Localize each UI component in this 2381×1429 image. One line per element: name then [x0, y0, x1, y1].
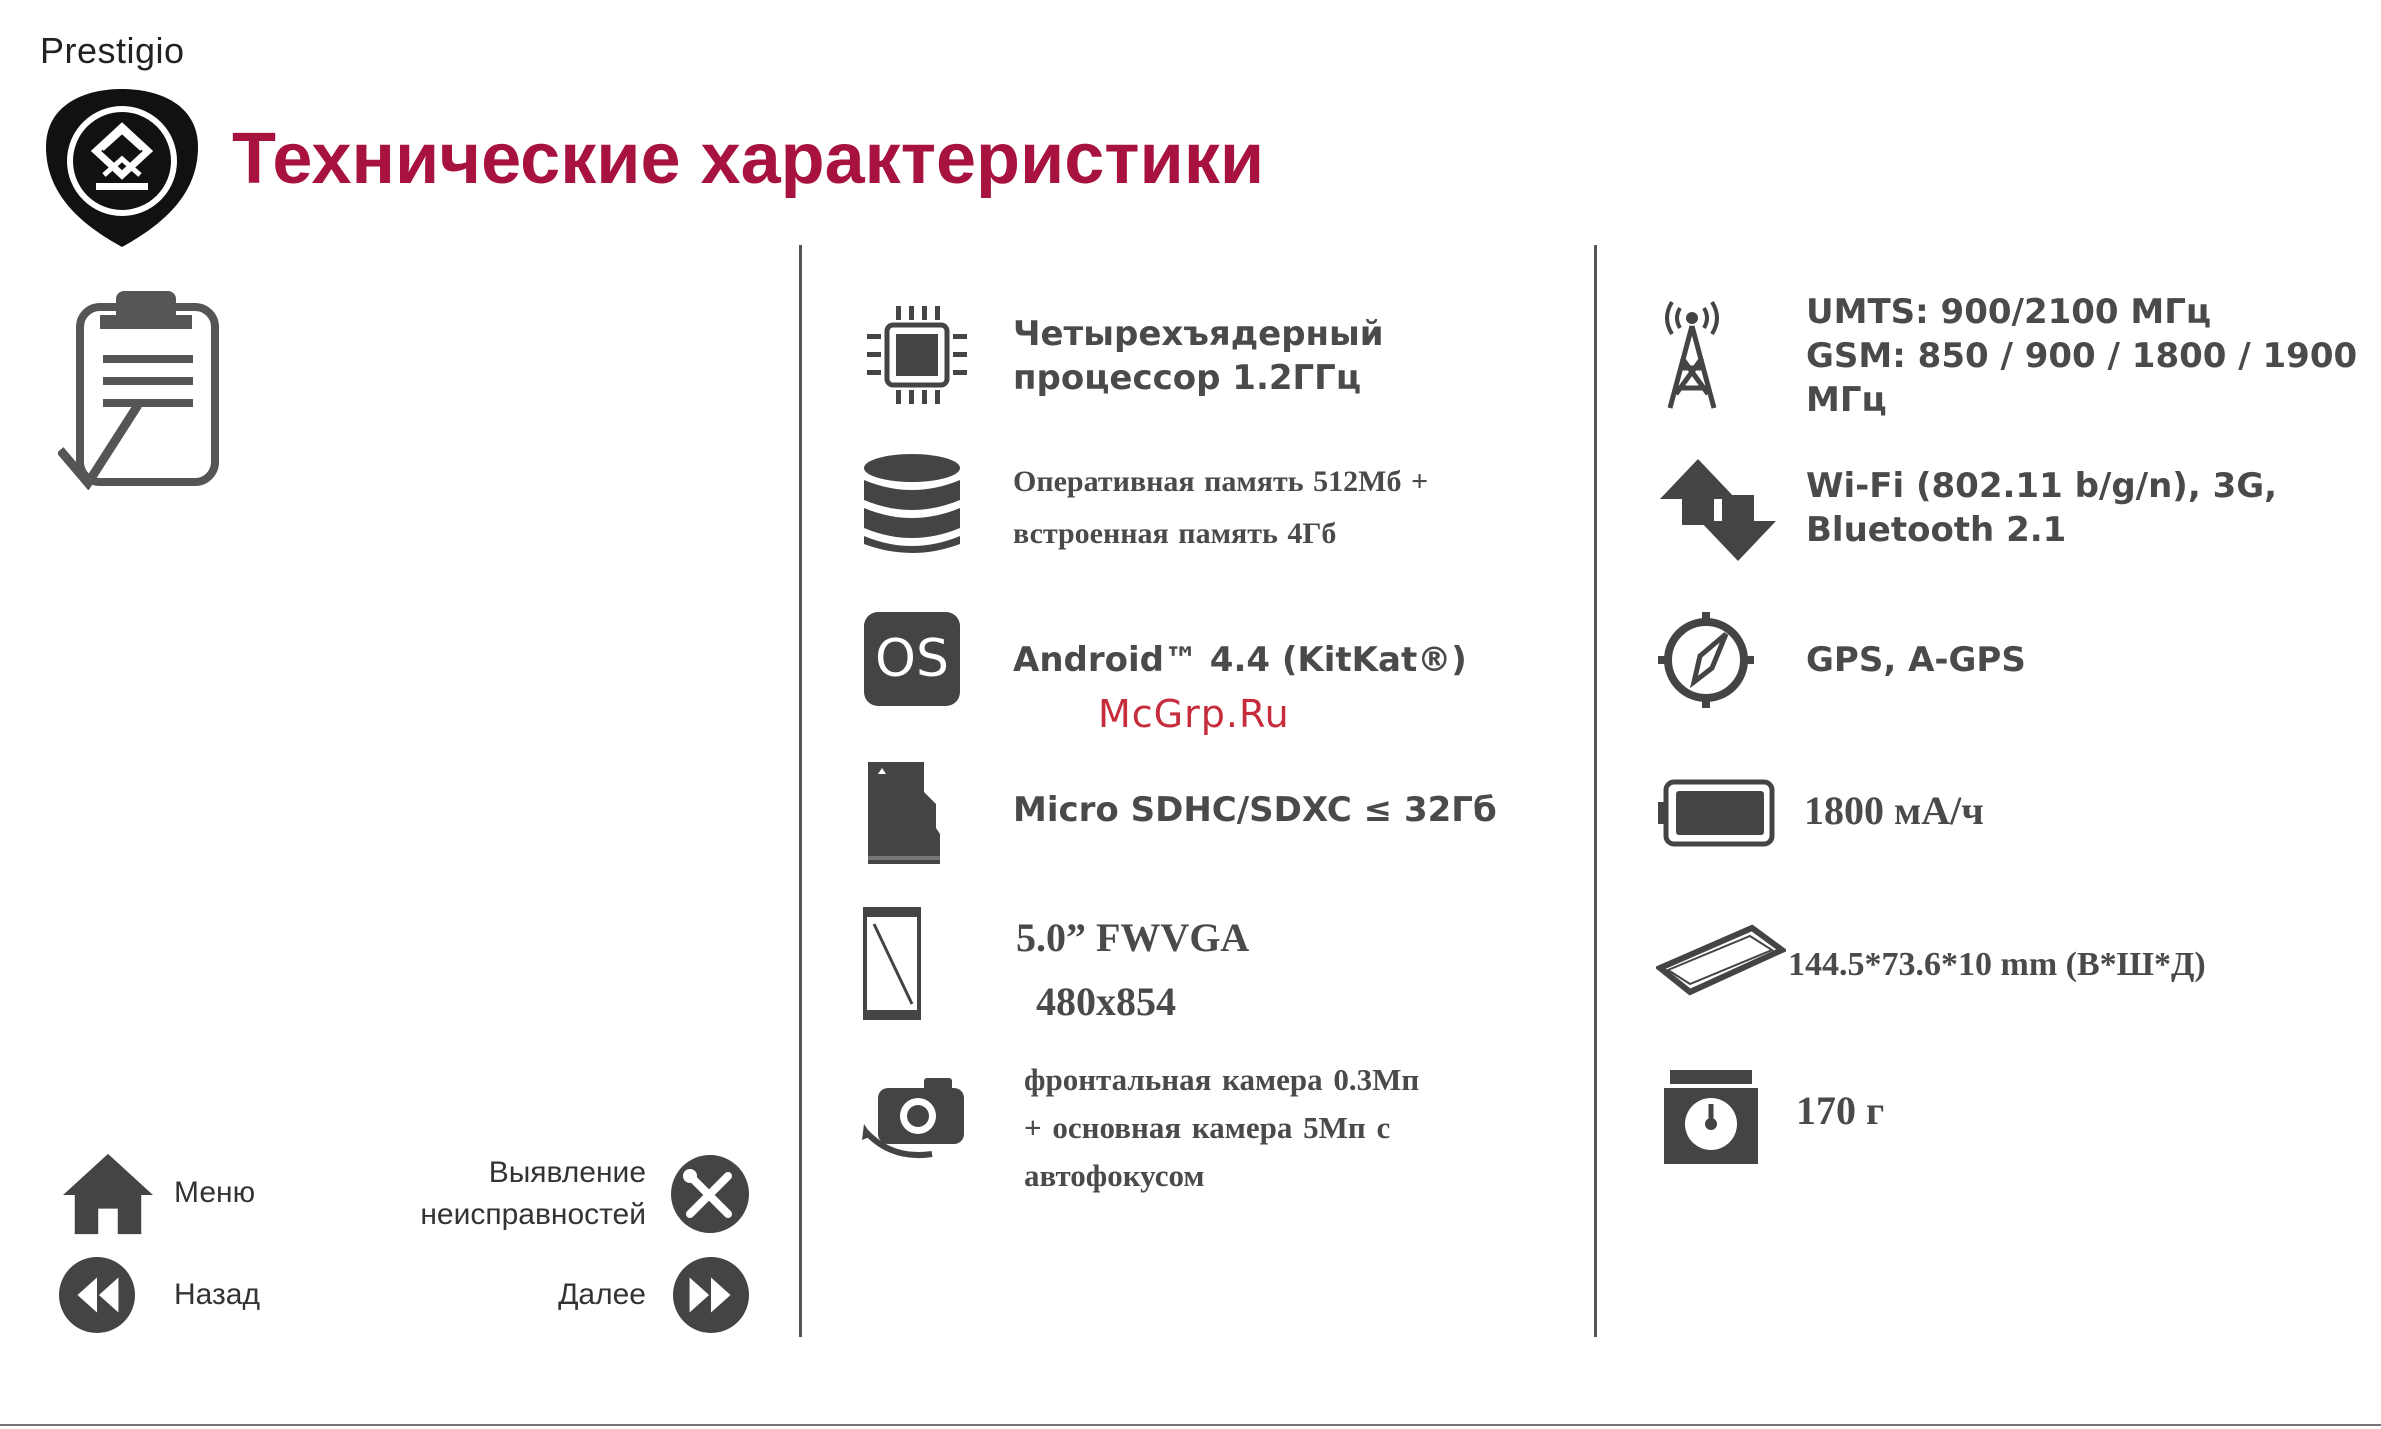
home-icon — [58, 1150, 158, 1238]
watermark: McGrp.Ru — [1098, 692, 1290, 736]
camera-icon — [862, 1070, 982, 1160]
device-dimensions-icon — [1656, 920, 1786, 1000]
os-icon — [864, 612, 960, 706]
clipboard-check-icon — [58, 285, 228, 490]
antenna-icon — [1652, 298, 1732, 413]
os-icon-label: OS — [875, 629, 949, 689]
sync-arrows-icon — [1658, 455, 1778, 565]
nav-next-label: Далее — [558, 1278, 646, 1311]
phone-screen-icon — [862, 906, 922, 1021]
spec-connectivity: Wi-Fi (802.11 b/g/n), 3G, Bluetooth 2.1 — [1806, 466, 2278, 550]
spec-camera: фронтальная камера 0.3Мп + основная камера 5Мп с автофокусом — [1024, 1062, 1420, 1193]
spec-cpu: Четырехъядерный процессор 1.2ГГц — [1013, 314, 1384, 398]
column-divider-right — [1594, 245, 1597, 1337]
sd-card-icon — [864, 758, 944, 868]
spec-battery: 1800 мА/ч — [1804, 788, 1984, 833]
fast-forward-icon — [672, 1256, 750, 1334]
scale-icon — [1656, 1068, 1766, 1168]
spec-weight: 170 г — [1796, 1088, 1885, 1133]
spec-os: Android™ 4.4 (KitKat®) — [1013, 640, 1467, 680]
spec-gps: GPS, A-GPS — [1806, 640, 2026, 680]
nav-menu[interactable] — [58, 1150, 288, 1240]
battery-icon — [1656, 778, 1776, 848]
rewind-icon — [58, 1256, 136, 1334]
nav-menu-label: Меню — [174, 1176, 256, 1209]
prestigio-logo — [40, 85, 205, 250]
spec-dimensions: 144.5*73.6*10 mm (В*Ш*Д) — [1788, 946, 2206, 983]
page-title: Технические характеристики — [232, 119, 1265, 199]
spec-network: UMTS: 900/2100 МГц GSM: 850 / 900 / 1800 / 1900 МГц — [1806, 292, 2358, 420]
nav-troubleshooting-label-1: Выявление — [488, 1156, 646, 1189]
nav-troubleshooting-label-2: неисправностей — [420, 1198, 646, 1231]
cpu-icon — [862, 300, 972, 410]
compass-icon — [1656, 610, 1756, 710]
nav-back[interactable] — [58, 1256, 288, 1340]
spec-memory: Оперативная память 512Мб + встроенная память 4Гб — [1013, 465, 1429, 550]
tools-icon — [670, 1154, 750, 1234]
brand-name: Prestigio — [40, 30, 185, 71]
column-divider-left — [799, 245, 802, 1337]
nav-next[interactable] — [520, 1256, 750, 1340]
bottom-rule — [0, 1424, 2381, 1426]
spec-storage: Micro SDHC/SDXC ≤ 32Гб — [1013, 790, 1497, 830]
database-icon — [860, 450, 970, 560]
nav-back-label: Назад — [174, 1278, 260, 1311]
nav-troubleshooting[interactable] — [420, 1148, 750, 1248]
spec-display: 5.0” FWVGA 480x854 — [1016, 915, 1250, 1024]
